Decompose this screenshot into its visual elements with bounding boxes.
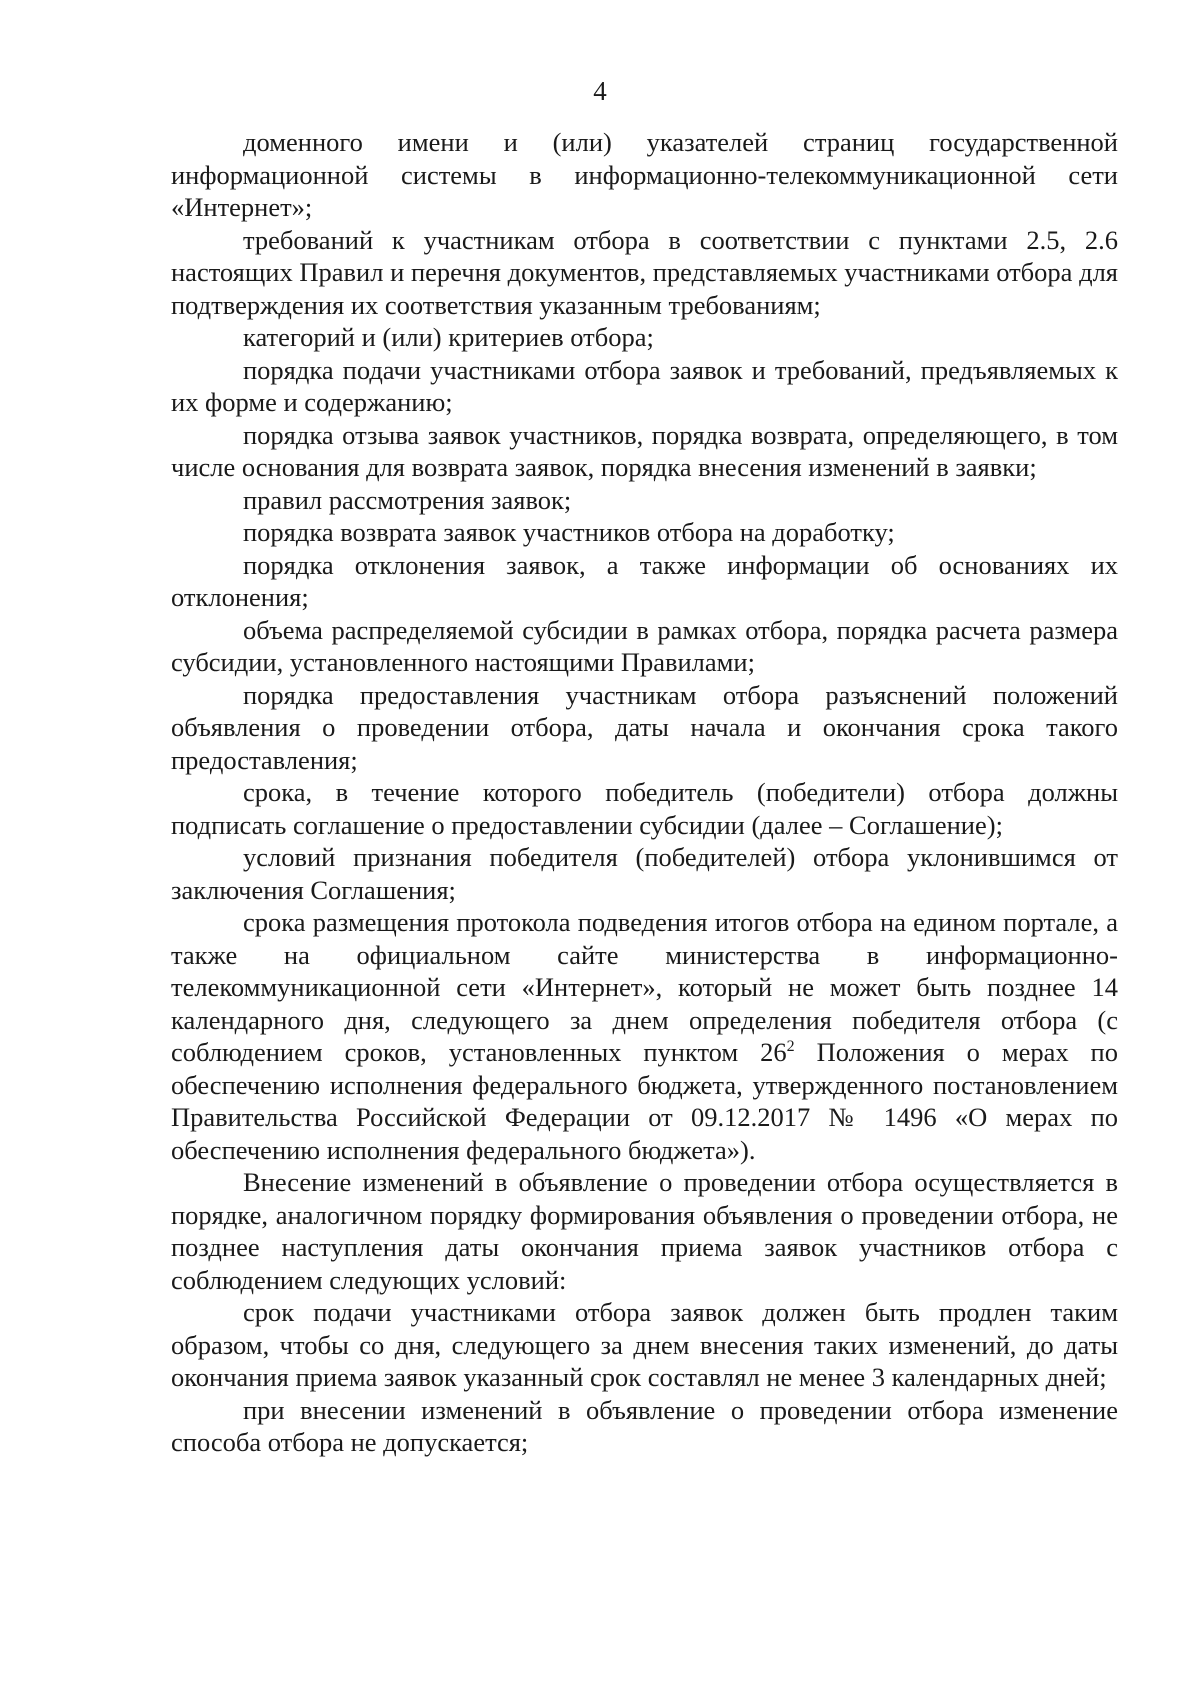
paragraph-selection-criteria: категорий и (или) критериев отбора; bbox=[243, 322, 654, 352]
footnote-superscript: 2 bbox=[786, 1038, 795, 1056]
protocol-text-after: Положения о мерах по обеспечению исполнения федерального бюджета, утвержденного постановлением Правительства Российской Федерации от 09.12.2017 № 1496 «О мерах по обеспечению исполнения федерального бюджета»). bbox=[171, 1037, 1118, 1165]
paragraph-rejection: порядка отклонения заявок, а также информации об основаниях их отклонения; bbox=[171, 549, 1118, 612]
paragraph-application-withdrawal: порядка отзыва заявок участников, порядка возврата, определяющего, в том числе основания для возврата заявок, порядка внесения изменений в заявки; bbox=[171, 419, 1118, 482]
paragraph-participant-requirements: требований к участникам отбора в соответствии с пунктами 2.5, 2.6 настоящих Правил и перечня документов, представляемых участниками отбора для подтверждения их соответствия указанным требованиям; bbox=[171, 224, 1118, 320]
paragraph-deadline-extension: срок подачи участниками отбора заявок должен быть продлен таким образом, чтобы со дня, следующего за днем внесения таких изменений, до даты окончания приема заявок указанный срок составлял не менее 3 календарных дней; bbox=[171, 1297, 1118, 1392]
paragraph-protocol-publication bbox=[171, 906, 1118, 1166]
protocol-text-before: срока размещения протокола подведения итогов отбора на едином портале, а также на официальном сайте министерства в информационно-телекоммуникационной сети «Интернет», который не может быть позднее 14 календарного дня, следующего за днем определения победителя отбора (с соблюдением сроков, установленных пунктом 26 bbox=[171, 907, 1118, 1067]
paragraph-amendments: Внесение изменений в объявление о проведении отбора осуществляется в порядке, аналогичном порядку формирования объявления о проведении отбора, не позднее наступления даты окончания приема заявок участников отбора с соблюдением следующих условий: bbox=[171, 1167, 1118, 1295]
paragraph-method-change-prohibited: при внесении изменений в объявление о проведении отбора изменение способа отбора не допускается; bbox=[171, 1394, 1118, 1457]
paragraph-winner-evasion: условий признания победителя (победителей) отбора уклонившимся от заключения Соглашения; bbox=[171, 842, 1118, 905]
page-number: 4 bbox=[593, 76, 607, 106]
paragraph-agreement-signing-term: срока, в течение которого победитель (победители) отбора должны подписать соглашение о предоставлении субсидии (далее – Соглашение); bbox=[171, 777, 1118, 840]
paragraph-subsidy-volume: объема распределяемой субсидии в рамках отбора, порядка расчета размера субсидии, установленного настоящими Правилами; bbox=[171, 614, 1118, 677]
document-body bbox=[171, 126, 1118, 1459]
paragraph-clarifications: порядка предоставления участникам отбора разъяснений положений объявления о проведении отбора, даты начала и окончания срока такого предоставления; bbox=[171, 679, 1118, 775]
paragraph-return-for-revision: порядка возврата заявок участников отбора на доработку; bbox=[243, 517, 895, 547]
paragraph-domain-name: доменного имени и (или) указателей страниц государственной информационной системы в информационно-телекоммуникационной сети «Интернет»; bbox=[171, 127, 1118, 222]
paragraph-review-rules: правил рассмотрения заявок; bbox=[243, 484, 572, 515]
paragraph-application-submission: порядка подачи участниками отбора заявок и требований, предъявляемых к их форме и содержанию; bbox=[171, 354, 1118, 417]
